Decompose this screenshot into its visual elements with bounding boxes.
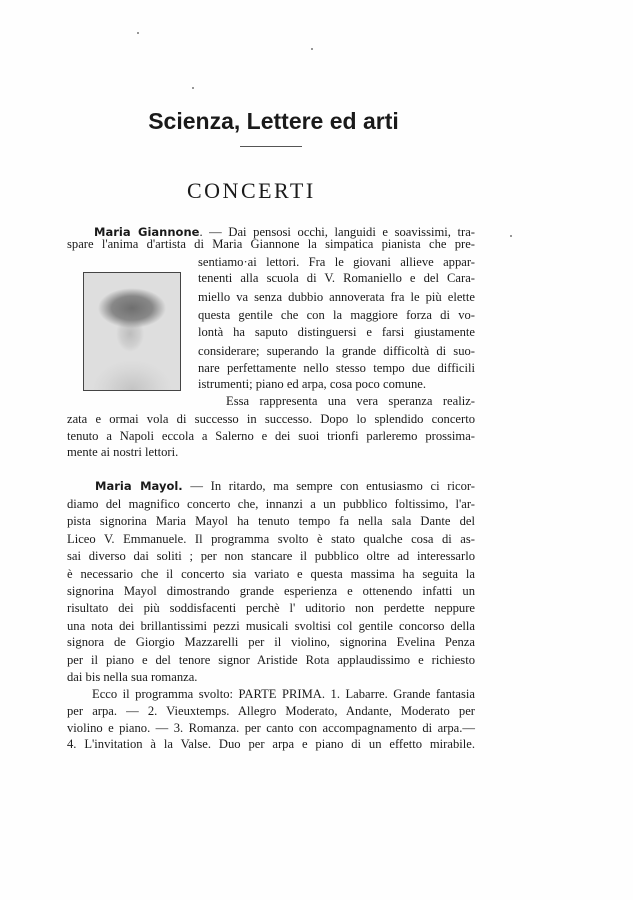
text-line: [67, 428, 475, 445]
line-text: pista signorina Maria Mayol ha tenuto tempo fa nella sala Dante del: [67, 514, 475, 528]
line-text: sai diverso dai soliti ; per non stancare il pubblico oltre ad interessarlo: [67, 549, 475, 563]
line-text: dai bis nella sua romanza.: [67, 670, 198, 684]
line-text: tenuto a Napoli eccola a Salerno e dei suoi trionfi parleremo prossima-: [67, 429, 475, 443]
line-text: è necessario che il concerto sia variato e questa massima ha seguita la: [67, 567, 475, 581]
scan-speck: [192, 87, 194, 89]
text-line: [67, 513, 475, 530]
text-line: [95, 478, 475, 495]
line-text: signora de Giorgio Mazzarelli per il violino, signorina Evelina Penza: [67, 635, 475, 649]
text-line: [67, 736, 475, 753]
text-line: [198, 254, 475, 271]
line-text: istrumenti; piano ed arpa, cosa poco comune.: [198, 377, 427, 391]
text-line: [67, 652, 475, 669]
text-line: [67, 496, 475, 513]
text-line: [67, 548, 475, 565]
person-name: Maria Giannone: [94, 225, 200, 239]
person-name: Maria Mayol.: [95, 479, 183, 493]
line-text: spare l'anima d'artista di Maria Giannone la simpatica pianista che pre-: [67, 237, 475, 251]
scan-speck: [510, 235, 512, 237]
line-text: zata e ormai vola di successo in successo. Dopo lo splendido concerto: [67, 412, 475, 426]
text-line: [67, 634, 475, 651]
line-text: violino e piano. — 3. Romanza. per canto con accompagnamento di arpa.—: [67, 721, 475, 735]
text-line: [67, 531, 475, 548]
line-text: mente ai nostri lettori.: [67, 445, 179, 459]
line-text: diamo del magnifico concerto che, innanzi a un pubblico foltissimo, l'ar-: [67, 497, 475, 511]
line-text: questa gentile che con la maggiore forza di vo-: [198, 308, 475, 322]
line-text: . — Dai pensosi occhi, languidi e soavissimi, tra-: [199, 225, 476, 239]
text-line: [67, 566, 475, 583]
text-line: [198, 343, 475, 360]
text-line: [67, 720, 475, 737]
article-title: CONCERTI: [187, 178, 316, 203]
text-line: [67, 703, 475, 720]
text-line: [67, 236, 475, 253]
section-title: Scienza, Lettere ed arti: [148, 108, 399, 134]
line-text: una nota dei brillantissimi pezzi musicali svoltisi col gentile concorso della: [67, 619, 475, 633]
line-text: Liceo V. Emmanuele. Il programma svolto è stato qualche cosa di as-: [67, 532, 475, 546]
line-text: — In ritardo, ma sempre con entusiasmo ci ricor-: [182, 479, 475, 493]
line-text: signorina Mayol dimostrando grande esperienza e ottenendo infatti un: [67, 584, 475, 598]
text-line: [67, 411, 475, 428]
line-text: 4. L'invitation à la Valse. Duo per arpa e piano di un effetto mirabile.: [67, 737, 475, 751]
text-line: [198, 376, 475, 393]
line-text: considerare; superando la grande difficoltà di suo-: [198, 344, 475, 358]
text-line: [198, 307, 475, 324]
line-text: miello va senza dubbio annoverata fra le più elette: [198, 290, 475, 304]
line-text: Essa rappresenta una vera speranza realiz-: [226, 394, 475, 408]
text-line: [198, 270, 475, 287]
line-text: sentiamo·ai lettori. Fra le giovani allieve appar-: [198, 255, 475, 269]
text-line: [67, 444, 475, 461]
line-text: nare perfettamente nello stesso tempo due difficili: [198, 361, 475, 375]
title-divider: [240, 146, 302, 147]
text-line: [92, 686, 475, 703]
line-text: tenenti alla scuola di V. Romaniello e del Cara-: [198, 271, 475, 285]
line-text: per arpa. — 2. Vieuxtemps. Allegro Moderato, Andante, Moderato per: [67, 704, 475, 718]
line-text: per il piano e del tenore signor Aristide Rota applaudissimo e richiesto: [67, 653, 475, 667]
line-text: risultato dei più soddisfacenti perchè l' uditorio non perdette neppure: [67, 601, 475, 615]
text-line: [67, 618, 475, 635]
scan-speck: [137, 32, 139, 34]
text-line: [67, 600, 475, 617]
text-line: [198, 289, 475, 306]
scan-speck: [311, 48, 313, 50]
line-text: Ecco il programma svolto: PARTE PRIMA. 1. Labarre. Grande fantasia: [92, 687, 475, 701]
text-line: [226, 393, 475, 410]
text-line: [67, 583, 475, 600]
text-line: [198, 360, 475, 377]
text-line: [67, 669, 475, 686]
text-line: [198, 324, 475, 341]
portrait-photo-icon: [83, 272, 181, 391]
line-text: lontà ha saputo distinguersi e farsi giustamente: [198, 325, 475, 339]
